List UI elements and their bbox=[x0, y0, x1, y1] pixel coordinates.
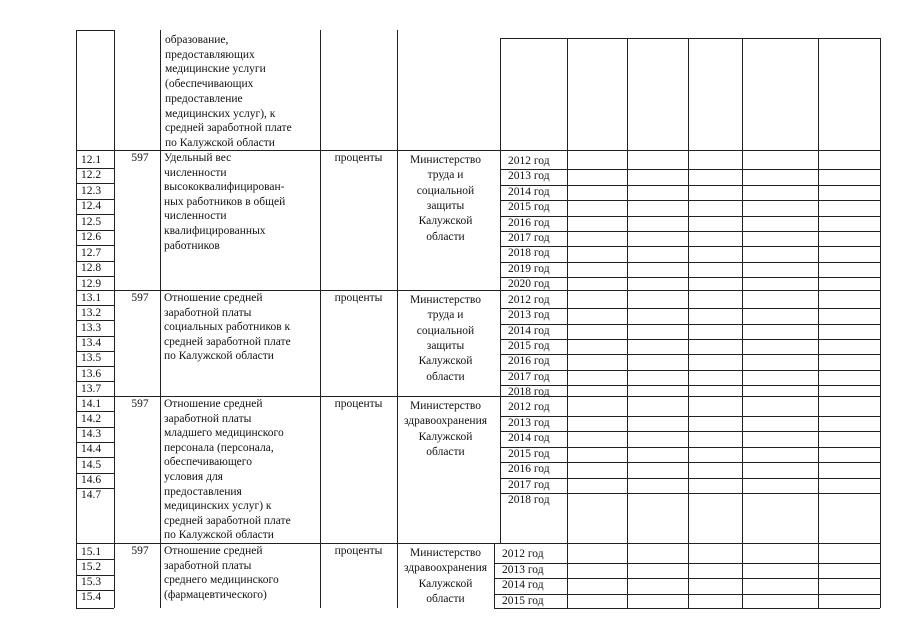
data-column-divider bbox=[627, 38, 628, 608]
ministry-line: здравоохранения bbox=[403, 415, 488, 428]
ministry-line: области bbox=[426, 230, 465, 243]
ministry-line: Министерство bbox=[410, 294, 481, 306]
bottom-line bbox=[494, 608, 880, 609]
year-label: 2017 год bbox=[508, 370, 550, 383]
data-column-divider bbox=[818, 38, 819, 608]
year-label: 2016 год bbox=[508, 355, 550, 368]
year-label: 2013 год bbox=[508, 309, 550, 322]
ministry-line: области bbox=[426, 592, 465, 605]
indicator-name-line: предоставления bbox=[164, 485, 242, 498]
indicator-name-line: по Калужской области bbox=[164, 350, 274, 363]
indicator-name-line: младшего медицинского bbox=[164, 427, 284, 440]
year-row-line bbox=[500, 354, 880, 355]
continuation-line: по Калужской области bbox=[165, 136, 275, 149]
year-row-line bbox=[500, 447, 880, 448]
year-label: 2014 год bbox=[502, 579, 544, 591]
indicator-name-line: Удельный вес bbox=[164, 152, 232, 164]
year-label: 2015 год bbox=[502, 594, 544, 607]
year-label: 2012 год bbox=[508, 401, 550, 413]
decree-number: 597 bbox=[131, 545, 149, 557]
row-number: 12.9 bbox=[81, 277, 102, 290]
indicator-name-line: ных работников в общей bbox=[164, 195, 286, 208]
ministry-line: социальной bbox=[416, 324, 475, 337]
indicator-name-line: средней заработной плате bbox=[164, 514, 291, 527]
year-label: 2016 год bbox=[508, 216, 550, 229]
year-row-line bbox=[500, 385, 880, 386]
continuation-line: (обеспечивающих bbox=[165, 78, 254, 91]
year-label: 2018 год bbox=[508, 247, 550, 260]
year-label: 2015 год bbox=[508, 201, 550, 214]
indicator-name-line: численности bbox=[164, 166, 227, 179]
indicator-name-line: среднего медицинского bbox=[164, 574, 279, 587]
ministry-line: области bbox=[426, 445, 465, 458]
row-number: 15.4 bbox=[81, 591, 102, 604]
year-label: 2015 год bbox=[508, 447, 550, 460]
row-number: 14.1 bbox=[81, 397, 102, 410]
ministry-line: Калужской bbox=[418, 430, 473, 443]
continuation-line: предоставление bbox=[165, 92, 243, 105]
indicator-name-line: Отношение средней bbox=[164, 398, 263, 410]
bottom-line bbox=[76, 608, 114, 609]
ministry-line: защиты bbox=[426, 339, 465, 352]
year-label: 2013 год bbox=[508, 170, 550, 183]
year-row-line bbox=[500, 370, 880, 371]
year-row-line bbox=[500, 185, 880, 186]
continuation-line: медицинских услуг), к bbox=[165, 107, 276, 120]
indicator-name-line: медицинских услуг) к bbox=[164, 500, 272, 513]
continuation-line: предоставляющих bbox=[165, 48, 255, 61]
year-label: 2018 год bbox=[508, 385, 550, 398]
row-number: 12.6 bbox=[81, 231, 102, 243]
data-column-divider bbox=[742, 38, 743, 608]
year-row-line bbox=[500, 478, 880, 479]
year-label: 2014 год bbox=[508, 432, 550, 444]
year-row-line bbox=[500, 262, 880, 263]
year-label: 2012 год bbox=[508, 294, 550, 306]
indicator-name-line: по Калужской области bbox=[164, 529, 274, 542]
ministry-line: области bbox=[426, 370, 465, 383]
year-label: 2014 год bbox=[508, 185, 550, 198]
data-column-divider bbox=[880, 38, 881, 608]
year-row-line bbox=[500, 462, 880, 463]
row-number: 14.7 bbox=[81, 489, 102, 502]
ministry-line: Калужской bbox=[418, 215, 473, 228]
row-number: 13.1 bbox=[81, 291, 102, 304]
indicator-name-line: условия для bbox=[164, 471, 223, 483]
row-number: 14.4 bbox=[81, 443, 102, 456]
year-row-line bbox=[500, 324, 880, 325]
year-label: 2020 год bbox=[508, 278, 550, 291]
indicator-name-line: квалифицированных bbox=[164, 225, 266, 237]
year-row-line bbox=[500, 308, 880, 309]
data-column-divider bbox=[688, 38, 689, 608]
year-label: 2012 год bbox=[508, 155, 550, 167]
decree-number: 597 bbox=[131, 292, 149, 304]
table-left-border bbox=[76, 30, 77, 608]
unit-label: проценты bbox=[334, 545, 383, 557]
year-row-line bbox=[494, 563, 880, 564]
unit-label: проценты bbox=[334, 292, 383, 304]
row-number: 15.3 bbox=[81, 576, 102, 589]
row-number: 14.6 bbox=[81, 474, 102, 486]
year-row-line bbox=[494, 594, 880, 595]
year-label: 2017 год bbox=[508, 478, 550, 491]
year-row-line bbox=[500, 416, 880, 417]
row-number: 12.4 bbox=[81, 200, 102, 212]
indicator-name-line: обеспечивающего bbox=[164, 456, 252, 469]
row-number: 12.3 bbox=[81, 184, 102, 197]
continuation-line: средней заработной плате bbox=[165, 122, 292, 135]
year-row-line bbox=[500, 246, 880, 247]
unit-label: проценты bbox=[334, 398, 383, 410]
ministry-line: Калужской bbox=[418, 355, 473, 368]
row-number: 15.1 bbox=[81, 545, 102, 558]
year-column-left bbox=[494, 543, 495, 608]
indicator-name-line: заработной платы bbox=[164, 306, 252, 319]
year-label: 2015 год bbox=[508, 339, 550, 352]
year-row-line bbox=[500, 216, 880, 217]
continuation-line: образование, bbox=[165, 34, 229, 46]
year-label: 2018 год bbox=[508, 494, 550, 506]
decree-number: 597 bbox=[131, 398, 149, 410]
year-row-line bbox=[500, 339, 880, 340]
ministry-line: здравоохранения bbox=[403, 562, 488, 575]
year-label: 2019 год bbox=[508, 262, 550, 275]
row-number: 13.3 bbox=[81, 321, 102, 334]
ministry-line: труда и bbox=[427, 309, 464, 322]
indicator-name-line: Отношение средней bbox=[164, 545, 263, 557]
indicator-name-line: (фармацевтического) bbox=[164, 588, 267, 601]
row-number: 13.6 bbox=[81, 367, 102, 380]
row-number: 14.2 bbox=[81, 412, 102, 425]
year-row-line bbox=[500, 169, 880, 170]
row-number: 12.1 bbox=[81, 153, 102, 166]
row-number: 12.8 bbox=[81, 262, 102, 274]
ministry-line: защиты bbox=[426, 199, 465, 212]
year-row-line bbox=[500, 277, 880, 278]
indicator-name-line: численности bbox=[164, 210, 227, 223]
year-row-line bbox=[494, 578, 880, 579]
column-divider bbox=[160, 30, 161, 608]
row-number: 12.2 bbox=[81, 169, 102, 181]
row-number: 14.5 bbox=[81, 458, 102, 471]
indicator-name-line: Отношение средней bbox=[164, 292, 263, 304]
ministry-line: Министерство bbox=[410, 400, 481, 412]
year-label: 2012 год bbox=[502, 548, 544, 560]
column-divider bbox=[114, 30, 115, 608]
year-row-line bbox=[500, 493, 880, 494]
ministry-line: труда и bbox=[427, 169, 464, 182]
indicator-name-line: средней заработной плате bbox=[164, 335, 291, 348]
row-number: 14.3 bbox=[81, 428, 102, 441]
row-number: 13.4 bbox=[81, 337, 102, 350]
row-number: 13.7 bbox=[81, 382, 102, 395]
row-number: 13.2 bbox=[81, 306, 102, 319]
ministry-line: социальной bbox=[416, 184, 475, 197]
row-number: 13.5 bbox=[81, 352, 102, 365]
decree-number: 597 bbox=[131, 152, 149, 164]
year-label: 2013 год bbox=[508, 416, 550, 429]
top-line bbox=[76, 30, 114, 31]
indicator-name-line: социальных работников к bbox=[164, 321, 291, 334]
year-row-line bbox=[500, 231, 880, 232]
indicator-name-line: работников bbox=[164, 239, 220, 252]
year-row-line bbox=[500, 431, 880, 432]
indicator-name-line: заработной платы bbox=[164, 412, 252, 425]
ministry-line: Калужской bbox=[418, 577, 473, 590]
continuation-line: медицинские услуги bbox=[165, 63, 266, 76]
row-number: 12.7 bbox=[81, 246, 102, 259]
top-line bbox=[500, 38, 880, 39]
row-number: 12.5 bbox=[81, 215, 102, 228]
unit-label: проценты bbox=[334, 152, 383, 164]
row-number: 15.2 bbox=[81, 560, 102, 573]
year-label: 2014 год bbox=[508, 324, 550, 337]
year-row-line bbox=[500, 200, 880, 201]
ministry-line: Министерство bbox=[410, 547, 481, 559]
data-column-divider bbox=[567, 38, 568, 608]
indicator-name-line: заработной платы bbox=[164, 559, 252, 572]
ministry-line: Министерство bbox=[410, 154, 481, 166]
year-label: 2016 год bbox=[508, 463, 550, 475]
year-label: 2017 год bbox=[508, 232, 550, 244]
indicator-name-line: высококвалифицирован- bbox=[164, 181, 285, 194]
year-label: 2013 год bbox=[502, 563, 544, 576]
column-divider bbox=[320, 30, 321, 608]
indicator-name-line: персонала (персонала, bbox=[164, 441, 274, 454]
column-divider bbox=[397, 30, 398, 608]
